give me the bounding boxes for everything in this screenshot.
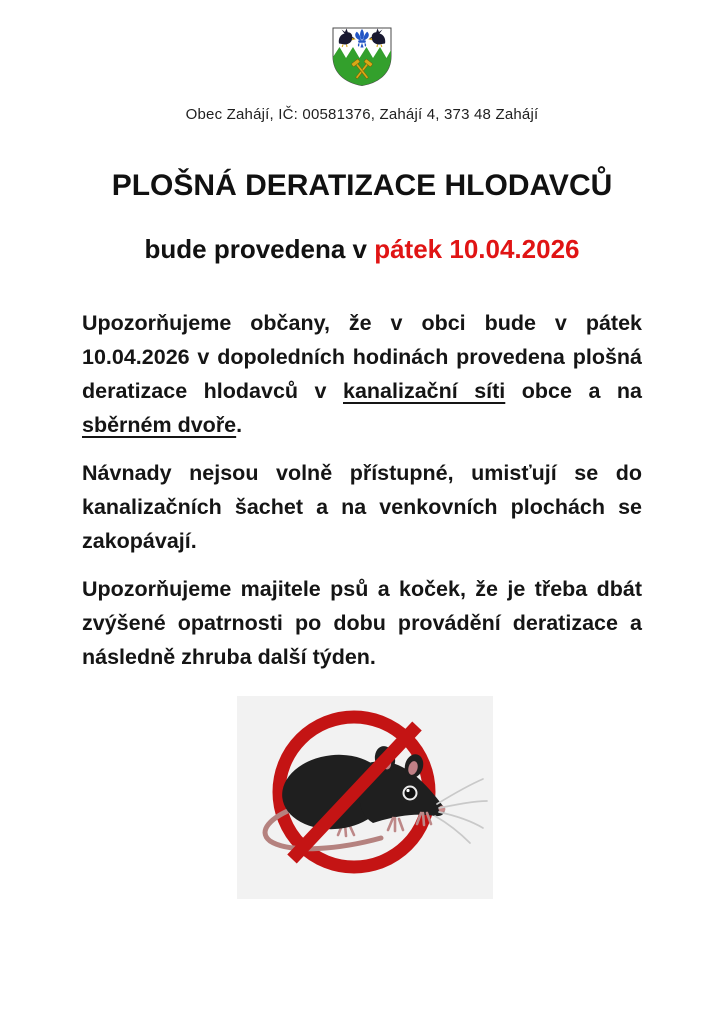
p1-end: .	[236, 413, 243, 437]
paragraph-bait-placement: Návnady nejsou volně přístupné, umisťují se do kanalizačních šachet a na venkovních plochách se zakopávají.	[82, 461, 642, 553]
municipality-address-line: Obec Zahájí, IČ: 00581376, Zahájí 4, 373 48 Zahájí	[185, 106, 539, 123]
zahaji-coat-of-arms-icon	[330, 26, 394, 88]
notice-body	[0, 306, 724, 674]
paragraph-pet-owners-warning: Upozorňujeme majitele psů a koček, že je třeba dbát zvýšené opatrnosti po dobu provádění deratizace a následně zhruba další týden.	[82, 577, 642, 669]
paragraph-deratization-info	[82, 306, 642, 442]
notice-title: PLOŠNÁ DERATIZACE HLODAVCŮ	[111, 169, 613, 202]
p1-mid: obce a na	[505, 379, 642, 403]
subtitle-prefix: bude provedena v	[144, 234, 375, 264]
notice-subtitle	[0, 233, 724, 265]
p1-underlined-collection-yard: sběrném dvoře	[82, 413, 237, 437]
illustration-container	[237, 696, 493, 899]
p1-start: Upozorňujeme občany, že v obci bude v pátek 10.04.2026 v dopoledních hodinách provedena plošná deratizace hlodavců v	[82, 311, 642, 403]
p1-underlined-sewer-network: kanalizační síti	[343, 379, 506, 403]
coat-of-arms-container	[0, 0, 724, 93]
deratization-date: pátek 10.04.2026	[374, 234, 580, 264]
no-rodents-prohibition-icon	[237, 696, 493, 899]
